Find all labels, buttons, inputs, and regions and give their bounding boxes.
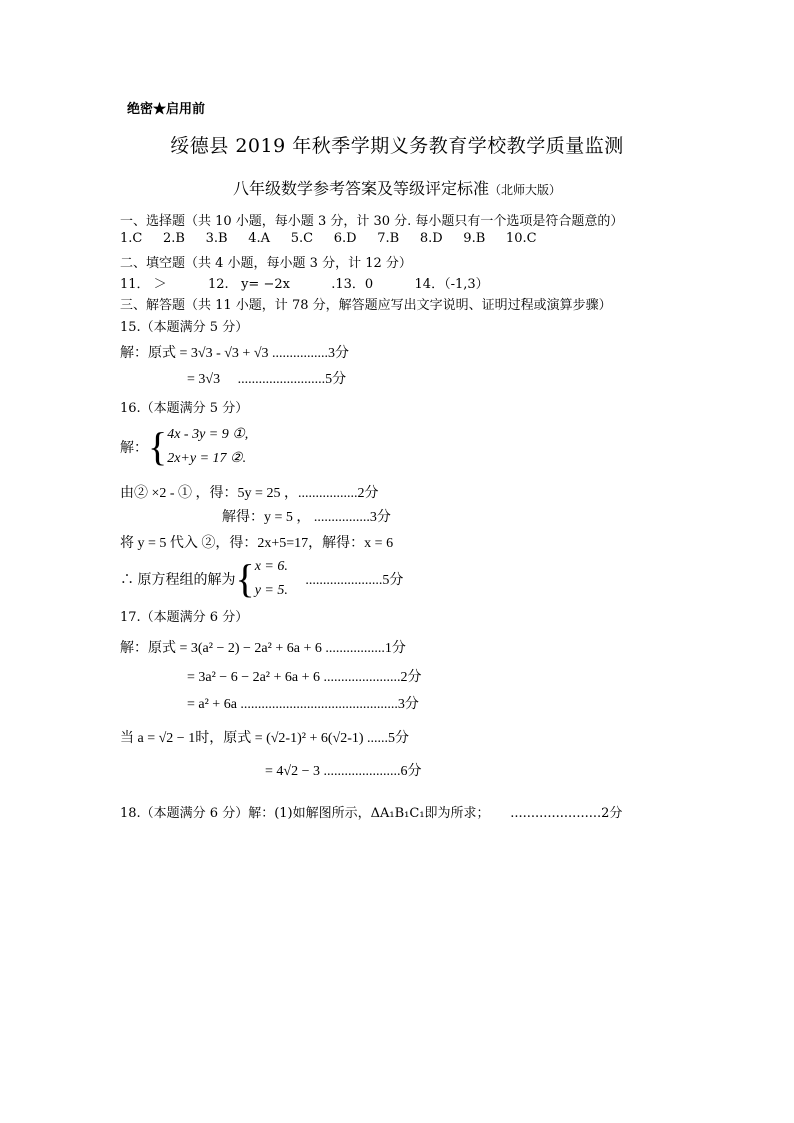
subtitle-main: 八年级数学参考答案及等级评定标准 [232, 179, 489, 198]
q16-system [120, 423, 248, 471]
section2-answers: 11． ＞ 12. y= −2x .13．0 14．（-1,3） [120, 277, 489, 292]
subtitle-edition: （北师大版） [489, 183, 562, 197]
q16-step3: 将 y = 5 代入 ②，得：2x+5=17，解得：x = 6 [120, 536, 394, 551]
q16-concl-prefix: ∴ 原方程组的解为 [120, 573, 236, 588]
q16-concl-eq1: x = 6. [254, 559, 288, 574]
q16-step2: 解得：y = 5 ， ................3分 [222, 510, 391, 525]
secret-label: 绝密★启用前 [127, 102, 206, 117]
page-subtitle [0, 176, 794, 199]
q15-line2: = 3√3 .........................5分 [187, 372, 347, 387]
q16-concl-eq2: y = 5. [254, 583, 288, 598]
q16-sys-prefix: 解： [120, 441, 148, 456]
section1-answers: 1.C 2.B 3.B 4.A 5.C 6.D 7.B 8.D 9.B 10.C [120, 231, 537, 246]
q16-title: 16.（本题满分 5 分） [120, 401, 249, 416]
q17-title: 17.（本题满分 6 分） [120, 610, 249, 625]
brace-icon: { [235, 556, 255, 601]
q18-line1: 18.（本题满分 6 分）解：(1)如解图所示，ΔA₁B₁C₁即为所求； ......................2分 [120, 806, 623, 821]
section1-heading: 一、选择题（共 10 小题，每小题 3 分，计 30 分. 每小题只有一个选项是符合题意的） [120, 214, 624, 229]
q15-title: 15.（本题满分 5 分） [120, 320, 249, 335]
q16-step1: 由② ×2 - ① ，得：5y = 25 ，.................2分 [120, 486, 379, 501]
q16-concl-box [255, 555, 288, 603]
page-title: 绥德县 2019 年秋季学期义务教育学校教学质量监测 [170, 135, 624, 157]
q16-sys-eq2: 2x+y = 17 ②. [167, 451, 247, 466]
q17-line2: = 3a² − 6 − 2a² + 6a + 6 ......................2分 [187, 670, 422, 685]
section3-heading: 三、解答题（共 11 小题，计 78 分，解答题应写出文字说明、证明过程或演算步骤） [120, 298, 612, 313]
q16-sys-eq1: 4x - 3y = 9 ①, [167, 427, 249, 442]
q16-sys-box [167, 423, 248, 471]
q16-conclusion [120, 555, 403, 603]
q16-concl-score: ......................5分 [305, 573, 404, 588]
q17-line1: 解：原式 = 3(a² − 2) − 2a² + 6a + 6 .................1分 [120, 641, 406, 656]
q15-line1: 解：原式 = 3√3 - √3 + √3 ................3分 [120, 346, 350, 361]
section2-heading: 二、填空题（共 4 小题，每小题 3 分，计 12 分） [120, 256, 412, 271]
q17-line3: = a² + 6a .............................................3分 [187, 697, 419, 712]
q17-line4: 当 a = √2 − 1时，原式 = (√2-1)² + 6(√2-1) ......5分 [120, 731, 410, 746]
q17-line5: = 4√2 − 3 ......................6分 [265, 764, 422, 779]
brace-icon: { [148, 424, 168, 469]
